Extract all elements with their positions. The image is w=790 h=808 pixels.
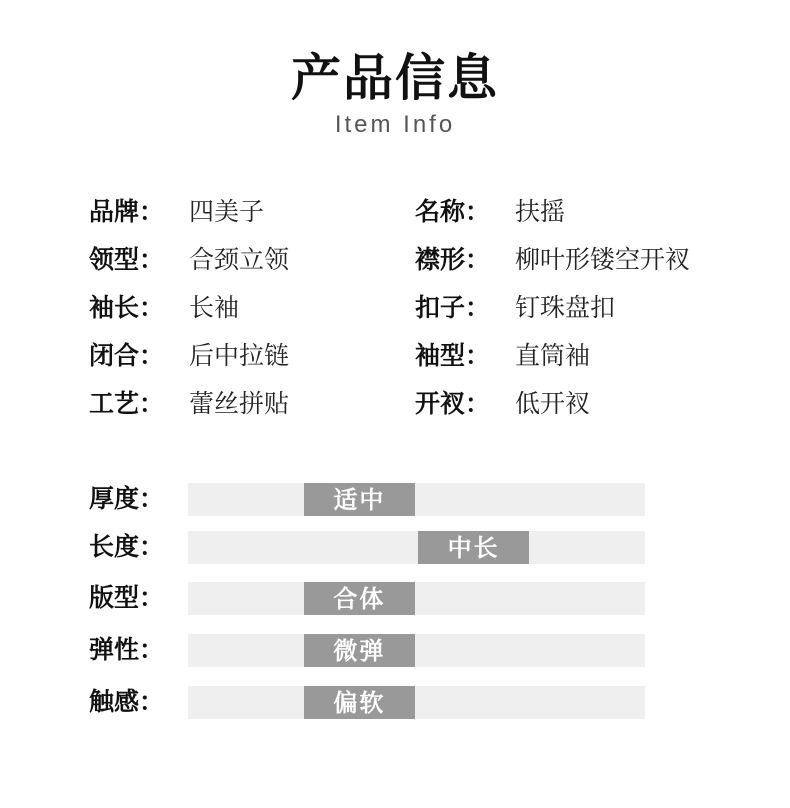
grading-marker: 中长 bbox=[418, 531, 529, 564]
spec-label: 品牌： bbox=[89, 197, 165, 226]
spec-value: 低开衩 bbox=[515, 389, 591, 418]
grading-marker: 合体 bbox=[304, 582, 415, 615]
grading-track bbox=[188, 531, 645, 564]
page-title: 产品信息 bbox=[291, 48, 499, 107]
spec-item-slit bbox=[415, 386, 590, 422]
spec-item-craft bbox=[89, 386, 289, 422]
spec-value: 后中拉链 bbox=[189, 341, 290, 370]
grading-marker: 偏软 bbox=[304, 686, 415, 719]
spec-item-placket bbox=[415, 242, 690, 278]
spec-value: 四美子 bbox=[189, 197, 265, 226]
grading-label: 版型： bbox=[89, 583, 165, 612]
spec-value: 蕾丝拼贴 bbox=[189, 389, 290, 418]
spec-item-brand bbox=[89, 194, 264, 230]
grading-marker: 微弹 bbox=[304, 634, 415, 667]
grading-marker: 适中 bbox=[304, 483, 415, 516]
grading-track bbox=[188, 582, 645, 615]
spec-label: 袖长： bbox=[89, 293, 165, 322]
spec-item-sleeve-type bbox=[415, 338, 590, 374]
grading-track bbox=[188, 634, 645, 667]
spec-value: 直筒袖 bbox=[515, 341, 591, 370]
page-subtitle: Item Info bbox=[334, 111, 456, 138]
spec-label: 襟形： bbox=[415, 245, 491, 274]
grading-label: 长度： bbox=[89, 532, 165, 561]
spec-label: 领型： bbox=[89, 245, 165, 274]
grading-label: 厚度： bbox=[89, 484, 165, 513]
spec-value: 柳叶形镂空开衩 bbox=[515, 245, 691, 274]
spec-label: 袖型： bbox=[415, 341, 491, 370]
spec-value: 合颈立领 bbox=[189, 245, 290, 274]
spec-item-buttons bbox=[415, 290, 615, 326]
spec-label: 开衩： bbox=[415, 389, 491, 418]
spec-value: 扶摇 bbox=[515, 197, 566, 226]
spec-value: 长袖 bbox=[189, 293, 240, 322]
spec-label: 扣子： bbox=[415, 293, 491, 322]
grading-track bbox=[188, 483, 645, 516]
spec-item-closure bbox=[89, 338, 289, 374]
spec-label: 闭合： bbox=[89, 341, 165, 370]
spec-item-name bbox=[415, 194, 565, 230]
spec-item-sleeve-length bbox=[89, 290, 239, 326]
spec-label: 名称： bbox=[415, 197, 491, 226]
spec-value: 钉珠盘扣 bbox=[515, 293, 616, 322]
grading-label: 弹性： bbox=[89, 635, 165, 664]
spec-label: 工艺： bbox=[89, 389, 165, 418]
grading-label: 触感： bbox=[89, 687, 165, 716]
grading-track bbox=[188, 686, 645, 719]
spec-item-collar bbox=[89, 242, 289, 278]
